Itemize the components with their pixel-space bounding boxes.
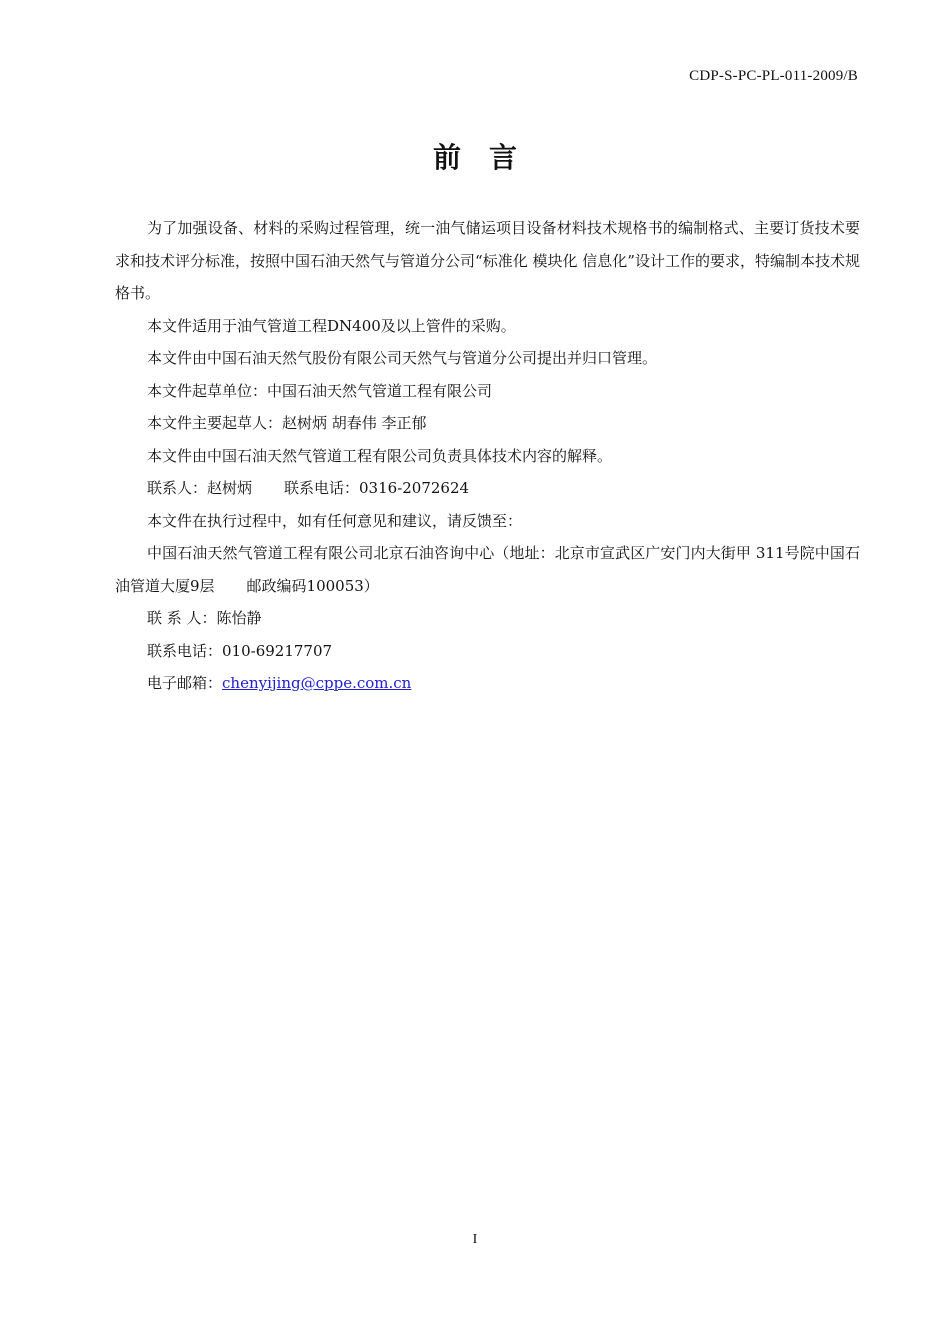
paragraph-scope: 本文件适用于油气管道工程DN400及以上管件的采购。 [147, 316, 516, 335]
page-number: I [472, 1232, 478, 1247]
postal-code: 邮政编码100053） [246, 576, 379, 595]
paragraph-email [115, 667, 860, 700]
paragraph-feedback-address [115, 537, 860, 602]
preface-body [115, 212, 860, 700]
paragraph-drafting-unit: 本文件起草单位：中国石油天然气管道工程有限公司 [147, 381, 493, 400]
paragraph-feedback-intro: 本文件在执行过程中，如有任何意见和建议，请反馈至： [147, 511, 523, 530]
contact-phone: 联系电话：0316-2072624 [284, 479, 470, 497]
paragraph-purpose: 为了加强设备、材料的采购过程管理，统一油气储运项目设备材料技术规格书的编制格式、主要订货技术要求和技术评分标准，按照中国石油天然气与管道分公司“标准化 模块化 信息化”设计工作的要求，特编制本技术规格书。 [115, 219, 860, 302]
document-code: CDP-S-PC-PL-011-2009/B [689, 68, 858, 84]
email-label: 电子邮箱： [147, 674, 223, 692]
paragraph-feedback-phone: 联系电话：010-69217707 [147, 641, 333, 660]
paragraph-interpretation: 本文件由中国石油天然气管道工程有限公司负责具体技术内容的解释。 [147, 446, 613, 465]
page-title: 前言 [432, 141, 545, 174]
paragraph-drafters: 本文件主要起草人：赵树炳 胡春伟 李正郁 [147, 414, 427, 432]
paragraph-feedback-contact: 联 系 人：陈怡静 [147, 609, 262, 627]
feedback-address: 中国石油天然气管道工程有限公司北京石油咨询中心（地址：北京市宣武区广安门内大街甲 311号院中国石油管道大厦9层 [115, 544, 860, 595]
paragraph-proposer: 本文件由中国石油天然气股份有限公司天然气与管道分公司提出并归口管理。 [147, 349, 658, 367]
paragraph-contact [115, 472, 860, 505]
contact-person: 联系人：赵树炳 [147, 479, 253, 497]
email-link[interactable]: chenyijing@cppe.com.cn [222, 674, 412, 692]
